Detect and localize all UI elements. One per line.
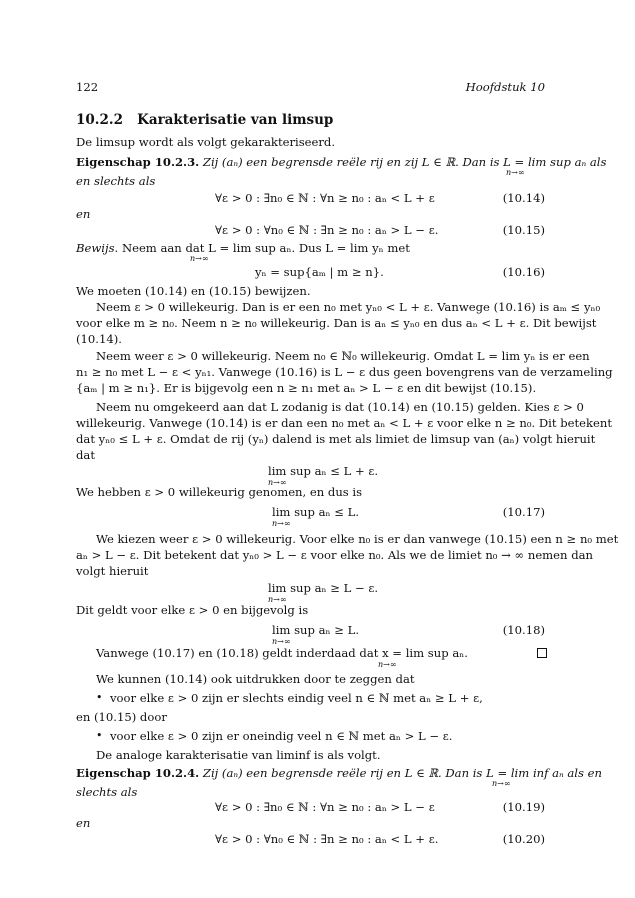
section-title: Karakterisatie van limsup: [137, 112, 334, 128]
proof-label: Bewijs.: [76, 241, 119, 255]
limit-subscript: n→∞: [268, 595, 287, 604]
text-line: dat: [76, 448, 95, 462]
text-line: {aₘ | m ≥ n₁}. Er is bijgevolg een n ≥ n₁ met aₙ > L − ε en dit bewijst (10.15).: [76, 381, 537, 395]
text-line: Neem weer ε > 0 willekeurig. Neem n₀ ∈ ℕ₀ willekeurig. Omdat L = lim yₙ is er een: [96, 349, 590, 363]
text-line: slechts als: [76, 785, 138, 799]
text-line: n₁ ≥ n₀ met L − ε < yₙ₁. Vanwege (10.16) is L − ε dus geen bovengrens van de verzameling: [76, 365, 613, 379]
list-item: voor elke ε > 0 zijn er slechts eindig veel n ∈ ℕ met aₙ ≥ L + ε,: [110, 691, 483, 705]
qed-box: [537, 648, 547, 658]
equation-number: (10.15): [502, 223, 545, 237]
equation: lim sup aₙ ≤ L.: [272, 505, 360, 519]
text-line: Neem ε > 0 willekeurig. Dan is er een n₀ met yₙ₀ < L + ε. Vanwege (10.16) is aₘ ≤ yₙ₀: [96, 300, 601, 314]
text-line: aₙ > L − ε. Dit betekent dat yₙ₀ > L − ε voor elke n₀. Als we de limiet n₀ → ∞ nemen dan: [76, 548, 593, 562]
limit-subscript: n→∞: [378, 660, 397, 669]
section-heading: [76, 112, 333, 128]
page-number: 122: [76, 80, 99, 94]
equation-number: (10.14): [502, 191, 545, 205]
equation: yₙ = sup{aₘ | m ≥ n}.: [255, 265, 384, 279]
equation: lim sup aₙ ≥ L.: [272, 623, 360, 637]
equation-number: (10.16): [502, 265, 545, 279]
equation: ∀ε > 0 : ∃n₀ ∈ ℕ : ∀n ≥ n₀ : aₙ < L + ε: [215, 191, 435, 205]
text-line: en slechts als: [76, 174, 156, 188]
proof-text: Neem aan dat L = lim sup aₙ. Dus L = lim yₙ met: [121, 241, 410, 255]
text-line: Vanwege (10.17) en (10.18) geldt inderdaad dat x = lim sup aₙ.: [96, 646, 468, 660]
proposition-label: Eigenschap 10.2.3.: [76, 155, 200, 169]
limit-subscript: n→∞: [272, 637, 291, 646]
proposition-label: Eigenschap 10.2.4.: [76, 766, 200, 780]
text-line: Dit geldt voor elke ε > 0 en bijgevolg is: [76, 603, 309, 617]
text-line: dat yₙ₀ ≤ L + ε. Omdat de rij (yₙ) dalend is met als limiet de limsup van (aₙ) volgt hieruit: [76, 432, 596, 446]
text-line: We hebben ε > 0 willekeurig genomen, en dus is: [76, 485, 363, 499]
proposition-10-2-4: [76, 766, 602, 780]
list-item: voor elke ε > 0 zijn er oneindig veel n ∈ ℕ met aₙ > L − ε.: [110, 729, 453, 743]
proposition-text: Zij (aₙ) een begrensde reële rij en zij L ∈ ℝ. Dan is L = lim sup aₙ als: [202, 155, 607, 169]
running-header: Hoofdstuk 10: [465, 80, 545, 94]
equation: lim sup aₙ ≥ L − ε.: [268, 581, 379, 595]
proof-start: [76, 241, 410, 255]
proposition-text: Zij (aₙ) een begrensde reële rij en L ∈ ℝ. Dan is L = lim inf aₙ als en: [202, 766, 602, 780]
text-line: willekeurig. Vanwege (10.14) is er dan een n₀ met aₙ < L + ε voor elke n ≥ n₀. Dit betekent: [76, 416, 613, 430]
limit-subscript: n→∞: [268, 478, 287, 487]
text-line: en (10.15) door: [76, 710, 167, 724]
equation-number: (10.18): [502, 623, 545, 637]
text-line: We kiezen weer ε > 0 willekeurig. Voor elke n₀ is er dan vanwege (10.15) een n ≥ n₀ met: [96, 532, 619, 546]
proposition-10-2-3: [76, 155, 606, 169]
equation-number: (10.17): [502, 505, 545, 519]
text-line: We kunnen (10.14) ook uitdrukken door te zeggen dat: [96, 672, 415, 686]
limit-subscript: n→∞: [272, 519, 291, 528]
equation-number: (10.19): [502, 800, 545, 814]
limit-subscript: n→∞: [492, 779, 511, 788]
text-line: volgt hieruit: [76, 564, 149, 578]
text-line: en: [76, 207, 91, 221]
text-line: De limsup wordt als volgt gekarakteriseerd.: [76, 135, 336, 149]
equation: lim sup aₙ ≤ L + ε.: [268, 464, 379, 478]
text-line: voor elke m ≥ n₀. Neem n ≥ n₀ willekeurig. Dan is aₙ ≤ yₙ₀ en dus aₙ < L + ε. Dit bewijst: [76, 316, 597, 330]
equation: ∀ε > 0 : ∃n₀ ∈ ℕ : ∀n ≥ n₀ : aₙ > L − ε: [215, 800, 435, 814]
bullet-icon: •: [96, 729, 103, 742]
text-line: (10.14).: [76, 332, 122, 346]
text-line: We moeten (10.14) en (10.15) bewijzen.: [76, 284, 311, 298]
equation-number: (10.20): [502, 832, 545, 846]
equation: ∀ε > 0 : ∀n₀ ∈ ℕ : ∃n ≥ n₀ : aₙ > L − ε.: [215, 223, 439, 237]
bullet-icon: •: [96, 691, 103, 704]
limit-subscript: n→∞: [190, 254, 209, 263]
limit-subscript: n→∞: [506, 168, 525, 177]
section-number: 10.2.2: [76, 112, 123, 128]
equation: ∀ε > 0 : ∀n₀ ∈ ℕ : ∃n ≥ n₀ : aₙ < L + ε.: [215, 832, 439, 846]
text-line: en: [76, 816, 91, 830]
text-line: Neem nu omgekeerd aan dat L zodanig is dat (10.14) en (10.15) gelden. Kies ε > 0: [96, 400, 584, 414]
text-line: De analoge karakterisatie van liminf is als volgt.: [96, 748, 381, 762]
